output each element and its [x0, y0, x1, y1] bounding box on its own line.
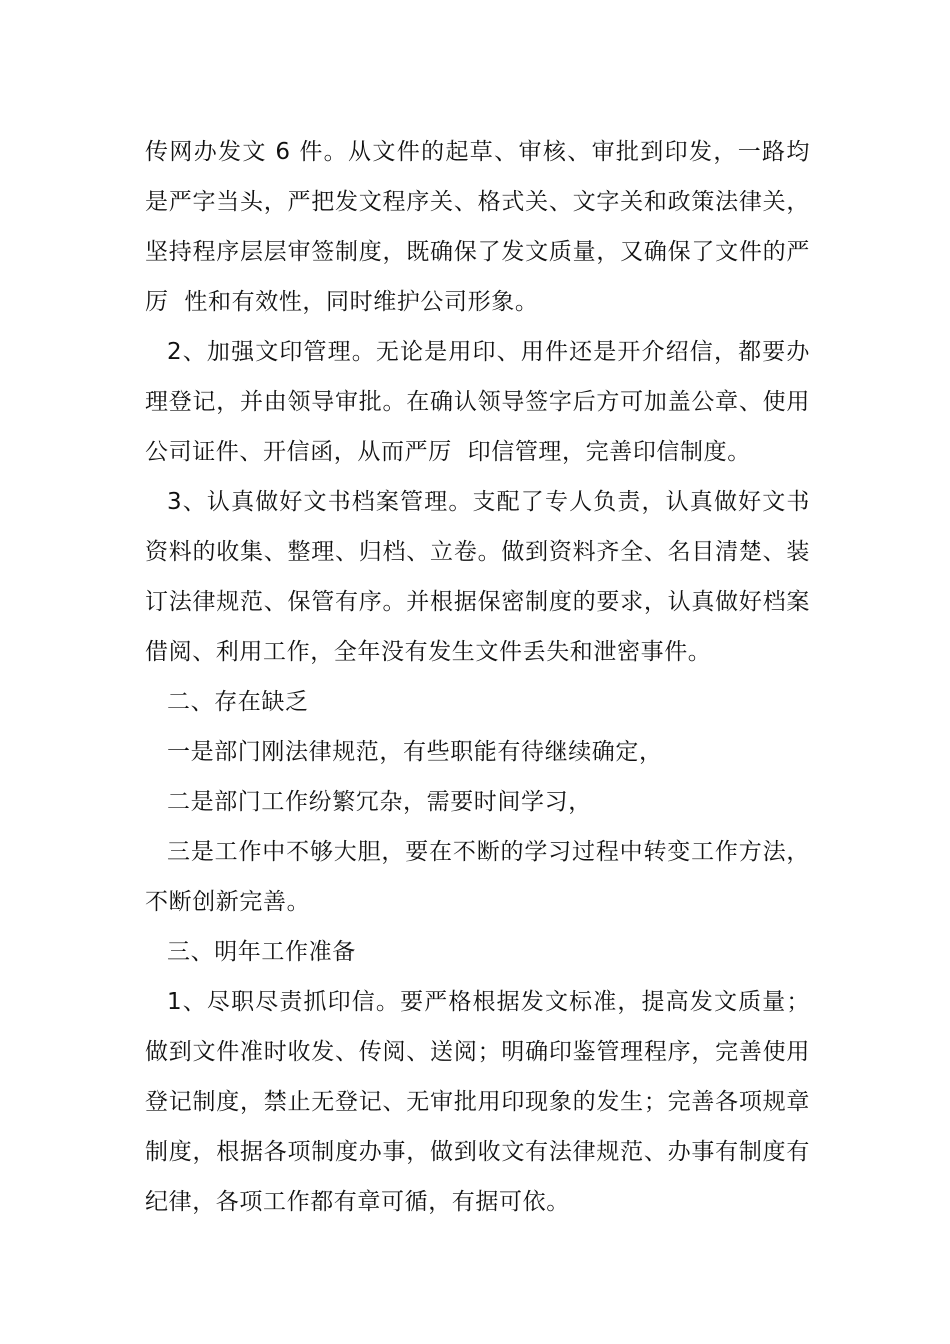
paragraph-item-2: 2、加强文印管理。无论是用印、用件还是开介绍信，都要办理登记，并由领导审批。在确认领导签字后方可加盖公章、使用公司证件、开信函，从而严厉 印信管理，完善印信制度。: [145, 339, 810, 465]
document-body: [145, 127, 810, 1227]
paragraph-item-3: 3、认真做好文书档案管理。支配了专人负责，认真做好文书资料的收集、整理、归档、立卷。做到资料齐全、名目清楚、装订法律规范、保管有序。并根据保密制度的要求，认真做好档案借阅、利用工作，全年没有发生文件丢失和泄密事件。: [145, 489, 810, 665]
section-heading-shortcomings: 二、存在缺乏: [167, 689, 309, 715]
paragraph-continued-intro: 传网办发文 6 件。从文件的起草、审核、审批到印发，一路均是严字当头，严把发文程序关、格式关、文字关和政策法律关，坚持程序层层审签制度，既确保了发文质量，又确保了文件的严厉 性和有效性，同时维护公司形象。: [145, 139, 810, 315]
paragraph-shortcoming-3: 三是工作中不够大胆，要在不断的学习过程中转变工作方法，不断创新完善。: [145, 839, 810, 915]
paragraph-shortcoming-1: 一是部门刚法律规范，有些职能有待继续确定，: [167, 739, 663, 765]
section-heading-next-year: 三、明年工作准备: [167, 939, 356, 965]
paragraph-shortcoming-2: 二是部门工作纷繁冗杂，需要时间学习，: [167, 789, 592, 815]
paragraph-plan-item-1: 1、尽职尽责抓印信。要严格根据发文标准，提高发文质量；做到文件准时收发、传阅、送阅；明确印鉴管理程序，完善使用登记制度，禁止无登记、无审批用印现象的发生；完善各项规章制度，根据各项制度办事，做到收文有法律规范、办事有制度有纪律，各项工作都有章可循，有据可依。: [145, 989, 810, 1215]
